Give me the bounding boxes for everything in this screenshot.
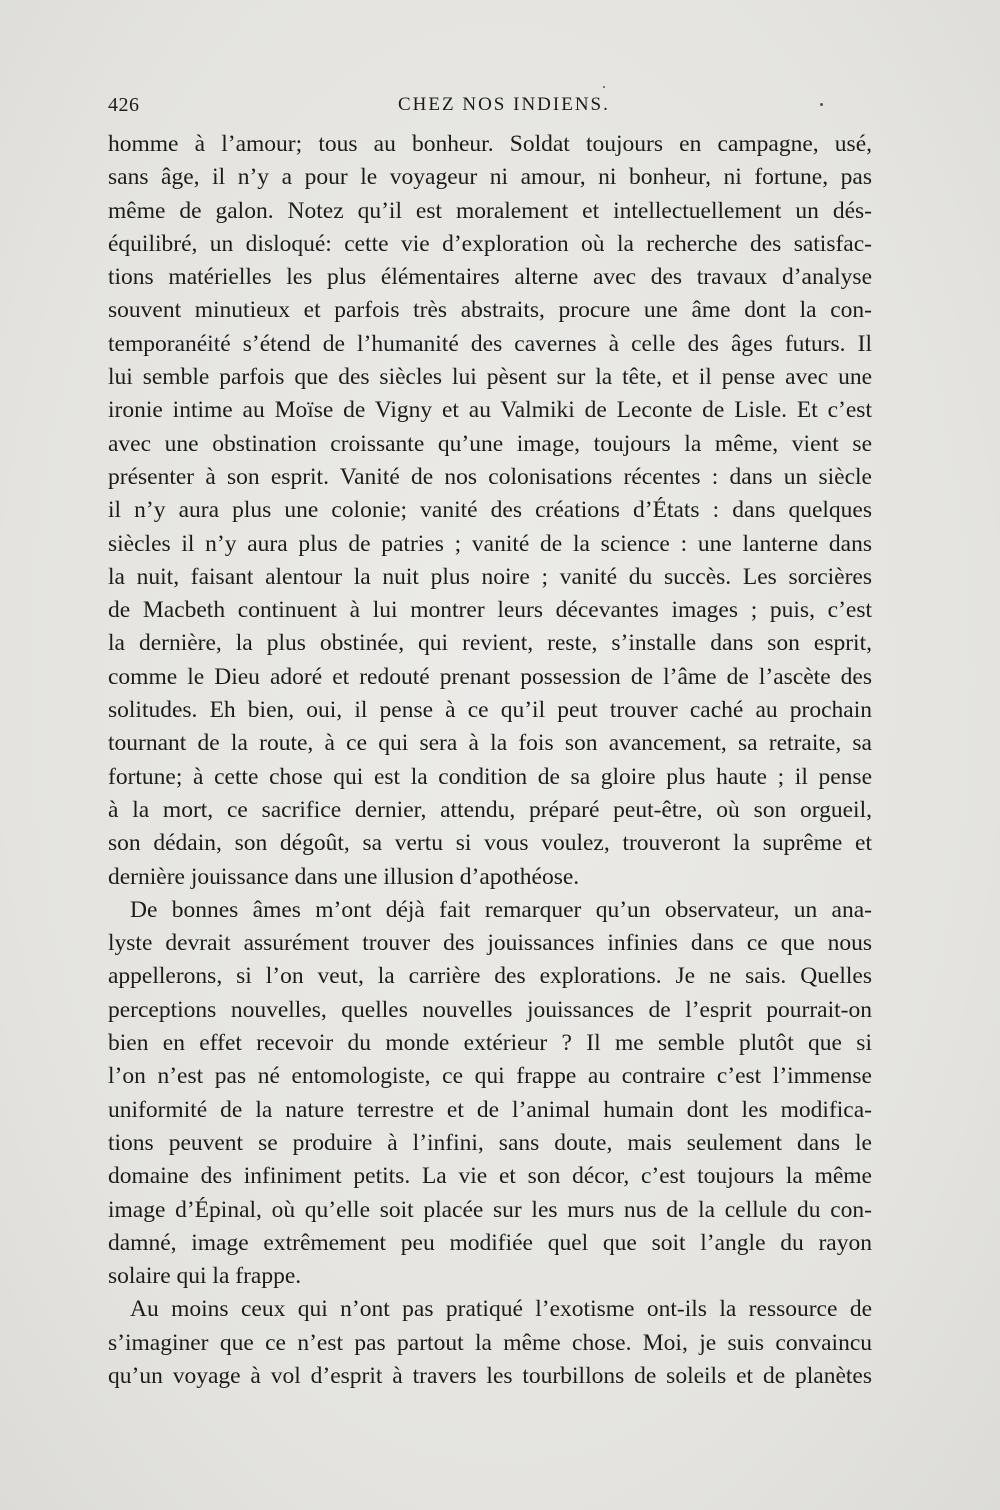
text-line: sans âge, il n’y a pour le voyageur ni amour, ni bonheur, ni fortune, pas [108,164,872,191]
page-header [108,94,872,118]
text-line: de Macbeth continuent à lui montrer leurs décevantes images ; puis, c’est [108,597,872,624]
text-line: lui semble parfois que des siècles lui pèsent sur la tête, et il pense avec une [108,364,872,391]
text-line: tions peuvent se produire à l’infini, sans doute, mais seulement dans le [108,1129,872,1156]
text-line: s’imaginer que ce n’est pas partout la même chose. Moi, je suis convaincu [108,1329,872,1356]
text-line: même de galon. Notez qu’il est moralement et intellectuellement un dés- [108,197,872,224]
text-line: présenter à son esprit. Vanité de nos colonisations récentes : dans un siècle [108,463,872,490]
text-line: ironie intime au Moïse de Vigny et au Valmiki de Leconte de Lisle. Et c’est [108,397,872,424]
page-number: 426 [108,94,140,116]
text-line: homme à l’amour; tous au bonheur. Soldat toujours en campagne, usé, [108,131,872,157]
text-line: image d’Épinal, où qu’elle soit placée sur les murs nus de la cellule du con- [108,1196,872,1223]
text-line: tions matérielles les plus élémentaires alterne avec des travaux d’analyse [108,264,872,291]
paragraph-start-line: De bonnes âmes m’ont déjà fait remarquer qu’un observateur, un ana- [130,896,872,923]
text-line: siècles il n’y aura plus de patries ; vanité de la science : une lanterne dans [108,530,872,557]
ink-speck [603,86,605,88]
text-line: domaine des infiniment petits. La vie et son décor, c’est toujours la même [108,1163,872,1190]
text-line: qu’un voyage à vol d’esprit à travers les tourbillons de soleils et de planètes [108,1362,872,1389]
text-line: l’on n’est pas né entomologiste, ce qui frappe au contraire c’est l’immense [108,1063,872,1090]
text-line: souvent minutieux et parfois très abstraits, procure une âme dont la con- [108,297,872,324]
text-line: lyste devrait assurément trouver des jouissances infinies dans ce que nous [108,930,872,957]
text-line: fortune; à cette chose qui est la condition de sa gloire plus haute ; il pense [108,763,872,790]
text-line: il n’y aura plus une colonie; vanité des créations d’États : dans quelques [108,497,872,524]
text-line: appellerons, si l’on veut, la carrière des explorations. Je ne sais. Quelles [108,963,872,990]
text-line: bien en effet recevoir du monde extérieur ? Il me semble plutôt que si [108,1030,872,1057]
ink-speck [820,103,823,106]
text-line: uniformité de la nature terrestre et de l’animal humain dont les modifica- [108,1096,872,1123]
running-head: CHEZ NOS INDIENS. [398,94,610,115]
text-line: damné, image extrêmement peu modifiée quel que soit l’angle du rayon [108,1229,872,1256]
text-line: avec une obstination croissante qu’une image, toujours la même, vient se [108,430,872,457]
text-line: tournant de la route, à ce qui sera à la fois son avancement, sa retraite, sa [108,730,872,757]
text-line: équilibré, un disloqué: cette vie d’exploration où la recherche des satisfac- [108,230,872,257]
text-line: la dernière, la plus obstinée, qui revient, reste, s’installe dans son esprit, [108,630,872,657]
text-line: temporanéité s’étend de l’humanité des cavernes à celle des âges futurs. Il [108,330,872,357]
paragraph-end-line: solaire qui la frappe. [108,1263,302,1290]
text-line: perceptions nouvelles, quelles nouvelles jouissances de l’esprit pourrait-on [108,996,872,1023]
text-line: son dédain, son dégoût, sa vertu si vous voulez, trouveront la suprême et [108,830,872,857]
text-line: la nuit, faisant alentour la nuit plus noire ; vanité du succès. Les sorcières [108,563,872,590]
paragraph-start-line: Au moins ceux qui n’ont pas pratiqué l’exotisme ont-ils la ressource de [130,1296,872,1323]
body-text [108,128,872,1393]
text-line: à la mort, ce sacrifice dernier, attendu, préparé peut-être, où son orgueil, [108,796,872,823]
text-line: comme le Dieu adoré et redouté prenant possession de l’âme de l’ascète des [108,663,872,690]
text-line: solitudes. Eh bien, oui, il pense à ce qu’il peut trouver caché au prochain [108,697,872,724]
paragraph-end-line: dernière jouissance dans une illusion d’apothéose. [108,863,580,890]
